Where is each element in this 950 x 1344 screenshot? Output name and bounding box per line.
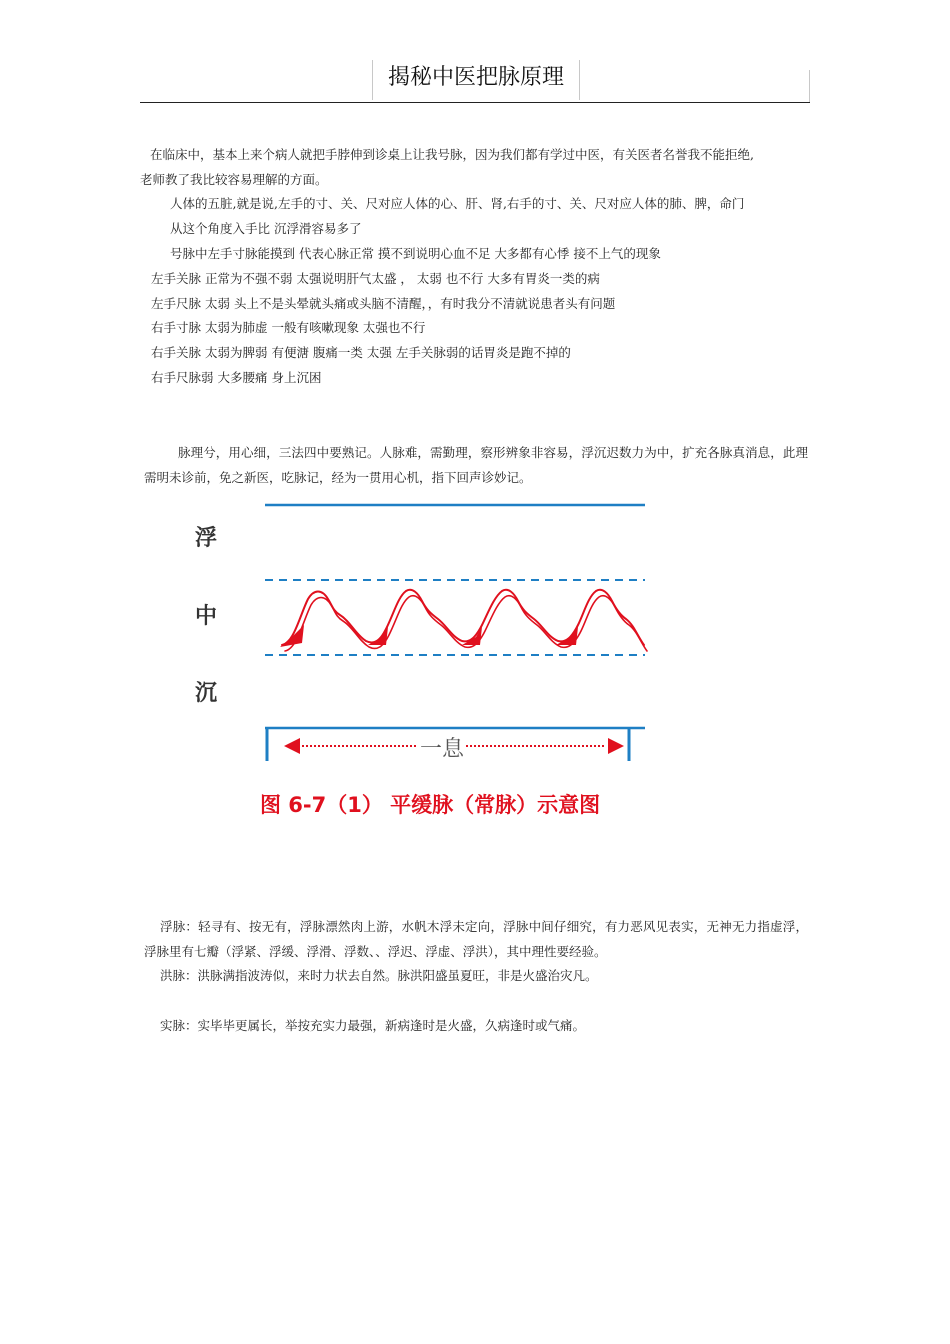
level-zhong-label: 中 — [195, 604, 218, 629]
shi-mai-paragraph: 实脉：实毕毕更属长，举按充实力最强，新病逢时是火盛，久病逢时或气痛。 — [160, 1018, 586, 1033]
title-underline — [140, 102, 810, 103]
note-line: 左手尺脉 太弱 头上不是头晕就头痛或头脑不清醒，，有时我分不清就说患者头有问题 — [151, 296, 616, 311]
pulse-positions-line-1: 人体的五脏,就是说,左手的寸、关、尺对应人体的心、肝、肾,右手的寸、关、尺对应人体的肺、脾，命门 — [170, 196, 745, 211]
level-fu-label: 浮 — [195, 526, 218, 551]
note-line: 号脉中左手寸脉能摸到 代表心脉正常 摸不到说明心血不足 大多都有心悸 接不上气的现象 — [170, 246, 661, 261]
pulse-positions-line-2: 从这个角度入手比 沉浮滑容易多了 — [170, 221, 362, 236]
level-chen-label: 沉 — [195, 681, 218, 706]
note-line: 右手关脉 太弱为脾弱 有便溏 腹痛一类 太强 左手关脉弱的话胃炎是跑不掉的 — [151, 345, 571, 360]
title-box — [372, 60, 580, 100]
figure-caption: 图 6-7（1） 平缓脉（常脉）示意图 — [260, 793, 601, 817]
verse-paragraph: 脉理兮，用心细，三法四中要熟记。人脉难，需勤理，察形辨象非容易，浮沉迟数力为中，扩充各脉真消息，此理需明未诊前，免之新医，吃脉记，经为一贯用心机，指下回声诊妙记。 — [144, 445, 808, 485]
hong-mai-paragraph: 洪脉：洪脉满指波涛似，来时力状去自然。脉洪阳盛虽夏旺，非是火盛治灾凡。 — [160, 968, 598, 983]
fu-mai-paragraph: 浮脉：轻寻有、按无有，浮脉漂然肉上游，水帆木浮未定向，浮脉中间仔细究，有力恶风见表实，无神无力指虚浮，浮脉里有七瓣（浮紧、浮缓、浮滑、浮数、、浮迟、浮虚、浮洪），其中理性要经验。 — [144, 919, 808, 959]
span-label: 一息 — [419, 737, 465, 762]
arrowhead-left — [284, 738, 300, 754]
arrowhead-right — [608, 738, 624, 754]
note-line: 左手关脉 正常为不强不弱 太强说明肝气太盛 ， 太弱 也不行 大多有胃炎一类的病 — [151, 271, 600, 286]
intro-line-1: 在临床中，基本上来个病人就把手脖伸到诊桌上让我号脉，因为我们都有学过中医，有关医者名誉我不能拒绝, — [150, 147, 754, 162]
pulse-diagram — [190, 495, 660, 825]
intro-line-2: 老师教了我比较容易理解的方面。 — [140, 172, 328, 187]
page-title: 揭秘中医把脉原理 — [387, 65, 564, 90]
note-line: 右手寸脉 太弱为肺虚 一般有咳嗽现象 太强也不行 — [151, 320, 426, 335]
note-line: 右手尺脉弱 大多腰痛 身上沉困 — [151, 370, 322, 385]
pulse-wave — [280, 590, 647, 651]
title-rule-tick — [809, 70, 810, 102]
intro-paragraph — [140, 142, 812, 192]
pulse-wave-inner — [285, 596, 647, 651]
pulse-wave-outer — [282, 590, 644, 645]
